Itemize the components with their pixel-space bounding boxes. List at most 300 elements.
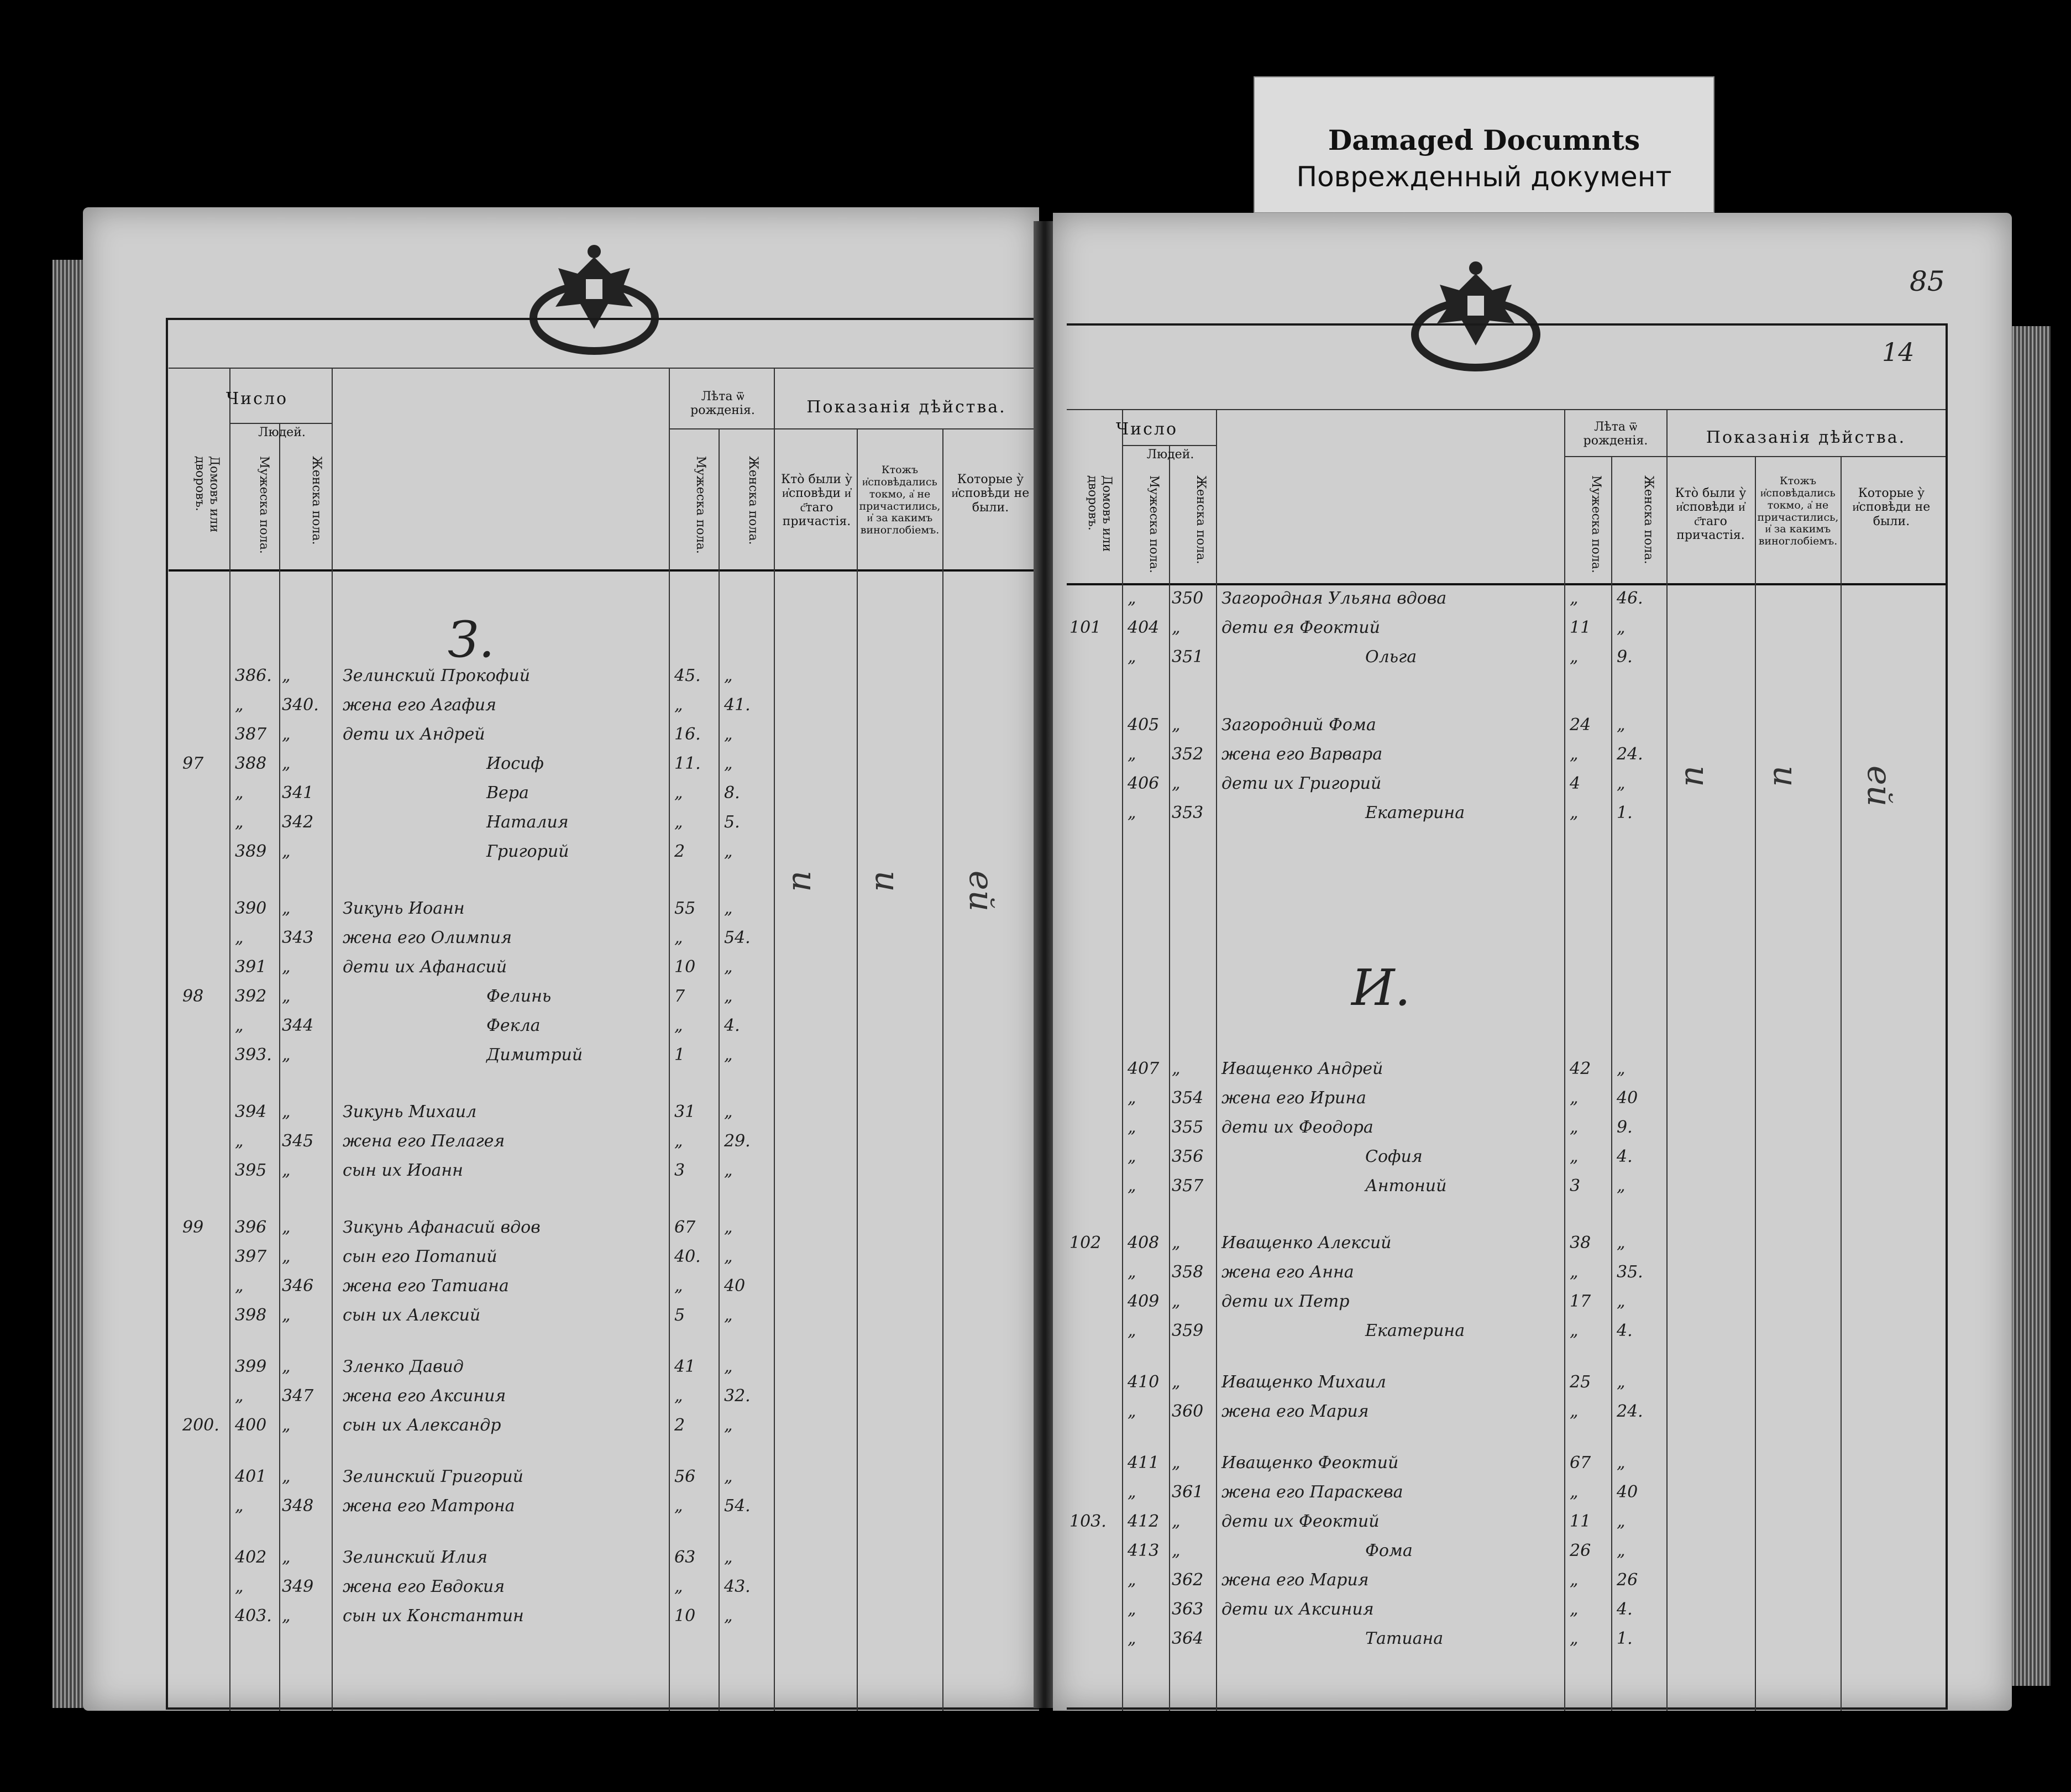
cell-name: жена его Ирина xyxy=(1221,1088,1366,1108)
cell-male-number: „ xyxy=(235,1016,244,1035)
cell-male-number: „ xyxy=(235,1496,244,1516)
cell-name: Фома xyxy=(1365,1541,1413,1560)
cell-age-male: 31 xyxy=(674,1102,696,1122)
cell-age-female: 40 xyxy=(1617,1088,1638,1108)
cell-age-female: 26 xyxy=(1617,1570,1638,1590)
left-col-c-mark: ей xyxy=(962,871,1000,912)
cell-male-number: 390 xyxy=(235,899,267,918)
register-row xyxy=(1053,618,2012,643)
cell-dvor: 200. xyxy=(182,1416,219,1435)
cell-age-male: „ xyxy=(674,1577,683,1596)
cell-age-male: „ xyxy=(674,1276,683,1296)
cell-age-female: „ xyxy=(724,899,733,918)
r-header-chislo: Число xyxy=(1115,420,1178,439)
cell-female-number: 355 xyxy=(1172,1118,1204,1137)
cell-male-number: 405 xyxy=(1128,715,1160,735)
cell-age-female: 40 xyxy=(1617,1482,1638,1502)
cell-male-number: „ xyxy=(235,783,244,803)
cell-male-number: „ xyxy=(1128,589,1136,608)
cell-female-number: 343 xyxy=(282,928,314,947)
register-row xyxy=(83,1016,1039,1041)
right-col-c-mark: ей xyxy=(1860,766,1899,807)
cell-name: жена его Аксиния xyxy=(343,1386,506,1406)
cell-female-number: 357 xyxy=(1172,1176,1204,1196)
cell-age-male: 42 xyxy=(1570,1059,1591,1078)
left-col-a-mark: и xyxy=(785,871,824,892)
cell-name: Зелинский Григорий xyxy=(343,1467,523,1486)
cell-male-number: „ xyxy=(235,1386,244,1406)
cell-age-female: „ xyxy=(724,1247,733,1266)
cell-age-male: „ xyxy=(1570,647,1579,667)
cell-age-male: „ xyxy=(1570,1629,1579,1648)
cell-age-male: „ xyxy=(1570,1402,1579,1421)
cell-name: жена его Агафия xyxy=(343,695,496,715)
cell-female-number: 348 xyxy=(282,1496,314,1516)
register-row xyxy=(1053,1541,2012,1566)
cell-age-female: „ xyxy=(1617,774,1626,793)
cell-female-number: 354 xyxy=(1172,1088,1204,1108)
cell-age-female: 40 xyxy=(724,1276,746,1296)
cell-age-female: „ xyxy=(724,1357,733,1376)
cell-age-female: 32. xyxy=(724,1386,751,1406)
cell-dvor: 102 xyxy=(1069,1233,1102,1253)
cell-female-number: „ xyxy=(282,1218,291,1237)
cell-age-male: 3 xyxy=(674,1161,685,1180)
cell-name: дети их Петр xyxy=(1221,1292,1350,1311)
cell-female-number: 352 xyxy=(1172,745,1204,764)
r-header-muzh: Мужеска пола. xyxy=(1147,475,1161,573)
cell-age-male: „ xyxy=(674,1016,683,1035)
header-col-c: Которые у̀ и҆сповѣди не были. xyxy=(951,473,1030,515)
cell-male-number: „ xyxy=(1128,1088,1136,1108)
cell-female-number: „ xyxy=(1172,1292,1181,1311)
cell-name: жена его Мария xyxy=(1221,1570,1369,1590)
register-row xyxy=(1053,1118,2012,1143)
cell-male-number: 399 xyxy=(235,1357,267,1376)
cell-male-number: „ xyxy=(1128,1118,1136,1137)
cell-age-female: „ xyxy=(724,666,733,685)
cell-age-female: 24. xyxy=(1617,1402,1643,1421)
cell-age-female: „ xyxy=(724,1548,733,1567)
register-row xyxy=(1053,1176,2012,1202)
cell-female-number: „ xyxy=(282,1247,291,1266)
cell-male-number: 406 xyxy=(1128,774,1160,793)
cell-male-number: 408 xyxy=(1128,1233,1160,1253)
cell-age-male: „ xyxy=(1570,1147,1579,1166)
cell-name: Екатерина xyxy=(1365,803,1465,822)
cell-age-female: 43. xyxy=(724,1577,751,1596)
register-row xyxy=(1053,1262,2012,1288)
label-title-en: Damaged Documnts xyxy=(1328,124,1640,156)
cell-name: Иващенко Михаил xyxy=(1221,1372,1386,1392)
cell-male-number: „ xyxy=(235,813,244,832)
cell-age-male: „ xyxy=(1570,1118,1579,1137)
cell-female-number: 358 xyxy=(1172,1262,1204,1282)
cell-female-number: 360 xyxy=(1172,1402,1204,1421)
header-leta: Лѣта ѿ рожденія. xyxy=(690,390,755,418)
cell-male-number: „ xyxy=(235,1276,244,1296)
cell-name: дети их Феоктий xyxy=(1221,1512,1380,1531)
cell-age-female: 9. xyxy=(1617,647,1633,667)
cell-male-number: 411 xyxy=(1128,1453,1160,1473)
cell-name: Димитрий xyxy=(486,1045,583,1065)
cell-male-number: 400 xyxy=(235,1416,267,1435)
cell-name: сын его Потапий xyxy=(343,1247,497,1266)
r-header-domov: Домовъ или дворовъ. xyxy=(1085,475,1114,552)
cell-male-number: 398 xyxy=(235,1306,267,1325)
right-header-line xyxy=(1067,409,1946,410)
cell-dvor: 103. xyxy=(1069,1512,1107,1531)
cell-age-female: 9. xyxy=(1617,1118,1633,1137)
cell-age-male: 11 xyxy=(1570,618,1591,637)
header-muzh: Мужеска пола. xyxy=(257,456,271,554)
cell-age-male: „ xyxy=(1570,1570,1579,1590)
register-row xyxy=(1053,589,2012,614)
cell-age-male: „ xyxy=(1570,1482,1579,1502)
cell-age-female: „ xyxy=(1617,1176,1626,1196)
cell-age-female: „ xyxy=(724,1161,733,1180)
register-row xyxy=(1053,1233,2012,1259)
header-domov: Домовъ или дворовъ. xyxy=(192,456,221,533)
cell-age-female: 4. xyxy=(1617,1600,1633,1619)
cell-age-male: „ xyxy=(674,813,683,832)
cell-dvor: 101 xyxy=(1069,618,1102,637)
cell-female-number: 356 xyxy=(1172,1147,1204,1166)
damaged-document-label xyxy=(1254,76,1715,213)
cell-female-number: „ xyxy=(1172,1512,1181,1531)
cell-male-number: 394 xyxy=(235,1102,267,1122)
sheet-number: 14 xyxy=(1882,337,1915,367)
cell-male-number: „ xyxy=(1128,1262,1136,1282)
cell-male-number: 403. xyxy=(235,1606,272,1626)
cell-age-male: „ xyxy=(1570,1600,1579,1619)
cell-female-number: „ xyxy=(1172,715,1181,735)
cell-age-female: „ xyxy=(1617,1292,1626,1311)
cell-female-number: „ xyxy=(282,1416,291,1435)
cell-age-male: „ xyxy=(1570,1321,1579,1340)
left-col-b-mark: и xyxy=(868,871,906,892)
register-row xyxy=(83,1416,1039,1441)
cell-age-female: 4. xyxy=(724,1016,740,1035)
cell-age-male: 63 xyxy=(674,1548,696,1567)
cell-male-number: 401 xyxy=(235,1467,267,1486)
cell-female-number: 346 xyxy=(282,1276,314,1296)
cell-female-number: „ xyxy=(282,754,291,773)
cell-male-number: 387 xyxy=(235,725,267,744)
register-row xyxy=(83,1102,1039,1128)
register-row xyxy=(1053,1482,2012,1508)
register-row xyxy=(1053,715,2012,741)
cell-name: дети их Афанасий xyxy=(343,957,507,977)
r-header-pokazaniya: Показанія дѣйства. xyxy=(1706,428,1906,447)
register-row xyxy=(83,1306,1039,1331)
cell-male-number: „ xyxy=(1128,1482,1136,1502)
cell-age-male: „ xyxy=(674,695,683,715)
right-col-a-mark: и xyxy=(1677,766,1716,787)
cell-male-number: 404 xyxy=(1128,618,1160,637)
cell-age-male: 11 xyxy=(1570,1512,1591,1531)
r-header-col-c: Которые у̀ и҆сповѣди не были. xyxy=(1852,486,1931,528)
r-hdr-split-1 xyxy=(1122,445,1216,446)
cell-male-number: 410 xyxy=(1128,1372,1160,1392)
header-leta-m: Мужеска пола. xyxy=(694,456,707,554)
register-row xyxy=(83,957,1039,983)
hdr-split-2 xyxy=(669,428,1039,429)
header-leta-z: Женска пола. xyxy=(746,456,760,545)
register-row xyxy=(83,783,1039,809)
corner-page-number: 85 xyxy=(1910,265,1945,297)
register-row xyxy=(83,1247,1039,1272)
register-row xyxy=(1053,1453,2012,1479)
cell-male-number: „ xyxy=(1128,803,1136,822)
header-col-b: Ктожъ и҆сповѣдались токмо, а҆ не причастились, и҆ за какимъ виноглобіемъ. xyxy=(859,464,941,537)
cell-male-number: 413 xyxy=(1128,1541,1160,1560)
cell-male-number: 397 xyxy=(235,1247,267,1266)
cell-name: жена его Мария xyxy=(1221,1402,1369,1421)
register-row xyxy=(83,725,1039,750)
r-header-zhen: Женска пола. xyxy=(1194,475,1208,564)
cell-female-number: 359 xyxy=(1172,1321,1204,1340)
cell-name: жена его Параскева xyxy=(1221,1482,1403,1502)
cell-age-male: 41 xyxy=(674,1357,696,1376)
cell-dvor: 97 xyxy=(182,754,204,773)
cell-age-female: 35. xyxy=(1617,1262,1643,1282)
cell-age-female: „ xyxy=(1617,1233,1626,1253)
label-title-ru: Поврежденный документ xyxy=(1296,161,1672,193)
cell-name: Екатерина xyxy=(1365,1321,1465,1340)
hdr-split-1 xyxy=(229,423,332,424)
cell-name: Зленко Давид xyxy=(343,1357,464,1376)
cell-age-female: 5. xyxy=(724,813,740,832)
cell-age-male: „ xyxy=(1570,1088,1579,1108)
cell-name: Загородний Фома xyxy=(1221,715,1376,735)
cell-male-number: „ xyxy=(235,695,244,715)
cell-male-number: 396 xyxy=(235,1218,267,1237)
cell-age-male: 38 xyxy=(1570,1233,1591,1253)
cell-name: дети ея Феоктий xyxy=(1221,618,1380,637)
cell-age-female: „ xyxy=(1617,1512,1626,1531)
register-row xyxy=(83,899,1039,924)
right-page xyxy=(1053,213,2012,1711)
register-row xyxy=(83,1606,1039,1632)
cell-age-female: 54. xyxy=(724,1496,751,1516)
register-row xyxy=(83,666,1039,691)
cell-age-male: „ xyxy=(1570,745,1579,764)
cell-female-number: 349 xyxy=(282,1577,314,1596)
cell-name: Ольга xyxy=(1365,647,1417,667)
cell-age-male: 17 xyxy=(1570,1292,1591,1311)
cell-age-female: 46. xyxy=(1617,589,1643,608)
register-row xyxy=(83,1161,1039,1186)
cell-age-female: „ xyxy=(724,987,733,1006)
cell-age-female: 8. xyxy=(724,783,740,803)
cell-age-male: 3 xyxy=(1570,1176,1581,1196)
cell-dvor: 98 xyxy=(182,987,204,1006)
cell-male-number: 391 xyxy=(235,957,267,977)
cell-female-number: „ xyxy=(282,1306,291,1325)
register-row xyxy=(1053,1570,2012,1596)
cell-age-male: 16. xyxy=(674,725,701,744)
cell-name: дети их Андрей xyxy=(343,725,485,744)
cell-age-female: 54. xyxy=(724,928,751,947)
cell-age-male: 45. xyxy=(674,666,701,685)
cell-name: Зикунь Афанасий вдов xyxy=(343,1218,541,1237)
cell-age-female: „ xyxy=(1617,1372,1626,1392)
cell-age-male: 40. xyxy=(674,1247,701,1266)
cell-age-female: „ xyxy=(1617,1453,1626,1473)
cell-female-number: „ xyxy=(282,666,291,685)
register-row xyxy=(1053,1321,2012,1346)
cell-age-female: „ xyxy=(1617,1059,1626,1078)
register-row xyxy=(83,813,1039,838)
register-row xyxy=(83,695,1039,721)
register-row xyxy=(1053,1088,2012,1114)
cell-female-number: „ xyxy=(1172,1541,1181,1560)
cell-name: Иващенко Алексий xyxy=(1221,1233,1392,1253)
cell-female-number: „ xyxy=(282,1606,291,1626)
cell-age-male: 67 xyxy=(1570,1453,1591,1473)
cell-age-female: „ xyxy=(724,725,733,744)
register-row xyxy=(83,987,1039,1012)
cell-name: сын их Алексий xyxy=(343,1306,481,1325)
cell-name: Иващенко Андрей xyxy=(1221,1059,1383,1078)
register-row xyxy=(83,1548,1039,1573)
cell-female-number: 363 xyxy=(1172,1600,1204,1619)
cell-age-female: 1. xyxy=(1617,1629,1633,1648)
cell-age-male: 11. xyxy=(674,754,701,773)
cell-name: София xyxy=(1365,1147,1423,1166)
cell-male-number: „ xyxy=(235,1131,244,1151)
cell-age-male: 5 xyxy=(674,1306,685,1325)
cell-name: сын их Иоанн xyxy=(343,1161,463,1180)
cell-dvor: 99 xyxy=(182,1218,204,1237)
register-row xyxy=(1053,647,2012,673)
cell-age-male: „ xyxy=(674,928,683,947)
cell-name: сын их Константин xyxy=(343,1606,524,1626)
cell-name: Иващенко Феоктий xyxy=(1221,1453,1399,1473)
cell-age-male: „ xyxy=(674,1131,683,1151)
right-col-b-mark: и xyxy=(1766,766,1805,787)
r-header-leta: Лѣта ѿ рожденія. xyxy=(1583,420,1648,448)
cell-female-number: „ xyxy=(282,1357,291,1376)
cell-age-male: „ xyxy=(674,1386,683,1406)
cell-age-male: 24 xyxy=(1570,715,1591,735)
cell-male-number: „ xyxy=(1128,647,1136,667)
cell-name: Григорий xyxy=(486,842,569,861)
cell-age-female: „ xyxy=(724,1306,733,1325)
cell-age-female: 4. xyxy=(1617,1147,1633,1166)
cell-name: жена его Евдокия xyxy=(343,1577,505,1596)
cell-name: дети их Аксиния xyxy=(1221,1600,1374,1619)
cell-name: жена его Пелагея xyxy=(343,1131,505,1151)
cell-name: дети их Григорий xyxy=(1221,774,1382,793)
cell-age-female: 24. xyxy=(1617,745,1643,764)
cell-age-male: „ xyxy=(674,783,683,803)
register-row xyxy=(1053,1147,2012,1172)
cell-age-male: 7 xyxy=(674,987,685,1006)
cell-name: Фелинь xyxy=(486,987,552,1006)
cell-age-female: „ xyxy=(724,1467,733,1486)
cell-age-male: 1 xyxy=(674,1045,685,1065)
r-hdr-split-2 xyxy=(1564,456,1946,457)
cell-male-number: 388 xyxy=(235,754,267,773)
cell-age-male: „ xyxy=(674,1496,683,1516)
cell-female-number: „ xyxy=(1172,1059,1181,1078)
cell-age-male: 2 xyxy=(674,1416,685,1435)
register-row xyxy=(1053,1512,2012,1537)
register-row xyxy=(83,842,1039,867)
cell-female-number: „ xyxy=(1172,618,1181,637)
cell-name: жена его Анна xyxy=(1221,1262,1354,1282)
cell-age-female: „ xyxy=(1617,1541,1626,1560)
cell-female-number: „ xyxy=(1172,1453,1181,1473)
cell-male-number: 407 xyxy=(1128,1059,1160,1078)
cell-male-number: „ xyxy=(1128,1176,1136,1196)
cell-male-number: 389 xyxy=(235,842,267,861)
cell-name: Зикунь Михаил xyxy=(343,1102,477,1122)
r-header-lyudey: Людей. xyxy=(1146,448,1194,462)
cell-age-male: 10 xyxy=(674,957,696,977)
cell-female-number: 342 xyxy=(282,813,314,832)
cell-age-female: „ xyxy=(1617,715,1626,735)
register-row xyxy=(1053,1402,2012,1427)
register-row xyxy=(83,1496,1039,1522)
cell-age-female: „ xyxy=(724,1606,733,1626)
cell-age-female: „ xyxy=(724,1416,733,1435)
cell-age-female: „ xyxy=(724,1045,733,1065)
cell-female-number: 340. xyxy=(282,695,319,715)
cell-age-male: 56 xyxy=(674,1467,696,1486)
cell-age-female: 4. xyxy=(1617,1321,1633,1340)
cell-age-male: „ xyxy=(1570,803,1579,822)
cell-age-male: 2 xyxy=(674,842,685,861)
cell-female-number: 362 xyxy=(1172,1570,1204,1590)
register-row xyxy=(83,1131,1039,1157)
right-header-bottom xyxy=(1067,583,1946,585)
cell-male-number: „ xyxy=(1128,745,1136,764)
cell-name: Татиана xyxy=(1365,1629,1444,1648)
cell-female-number: „ xyxy=(282,1467,291,1486)
cell-age-female: 29. xyxy=(724,1131,751,1151)
cell-age-male: „ xyxy=(1570,1262,1579,1282)
register-row xyxy=(83,1276,1039,1302)
cell-name: Зикунь Иоанн xyxy=(343,899,465,918)
cell-age-male: 25 xyxy=(1570,1372,1591,1392)
cell-female-number: „ xyxy=(1172,1372,1181,1392)
cell-male-number: „ xyxy=(1128,1321,1136,1340)
cell-name: Зелинский Илия xyxy=(343,1548,487,1567)
cell-male-number: „ xyxy=(1128,1147,1136,1166)
cell-age-male: 10 xyxy=(674,1606,696,1626)
register-row xyxy=(83,754,1039,779)
cell-name: Наталия xyxy=(486,813,569,832)
cell-female-number: „ xyxy=(1172,1233,1181,1253)
cell-female-number: „ xyxy=(282,957,291,977)
register-row xyxy=(83,1045,1039,1071)
cell-female-number: „ xyxy=(282,1045,291,1065)
cell-name: Вера xyxy=(486,783,529,803)
register-row xyxy=(83,1386,1039,1412)
register-row xyxy=(1053,1629,2012,1654)
r-header-col-a: Кто̀ были у̀ и҆сповѣди и҆ с҃таго причастія. xyxy=(1675,486,1747,542)
cell-age-female: „ xyxy=(724,754,733,773)
cell-name: Иосиф xyxy=(486,754,544,773)
register-row xyxy=(1053,1600,2012,1625)
register-row xyxy=(83,1467,1039,1492)
cell-age-male: 67 xyxy=(674,1218,696,1237)
register-row xyxy=(1053,1372,2012,1398)
register-row xyxy=(83,1357,1039,1382)
